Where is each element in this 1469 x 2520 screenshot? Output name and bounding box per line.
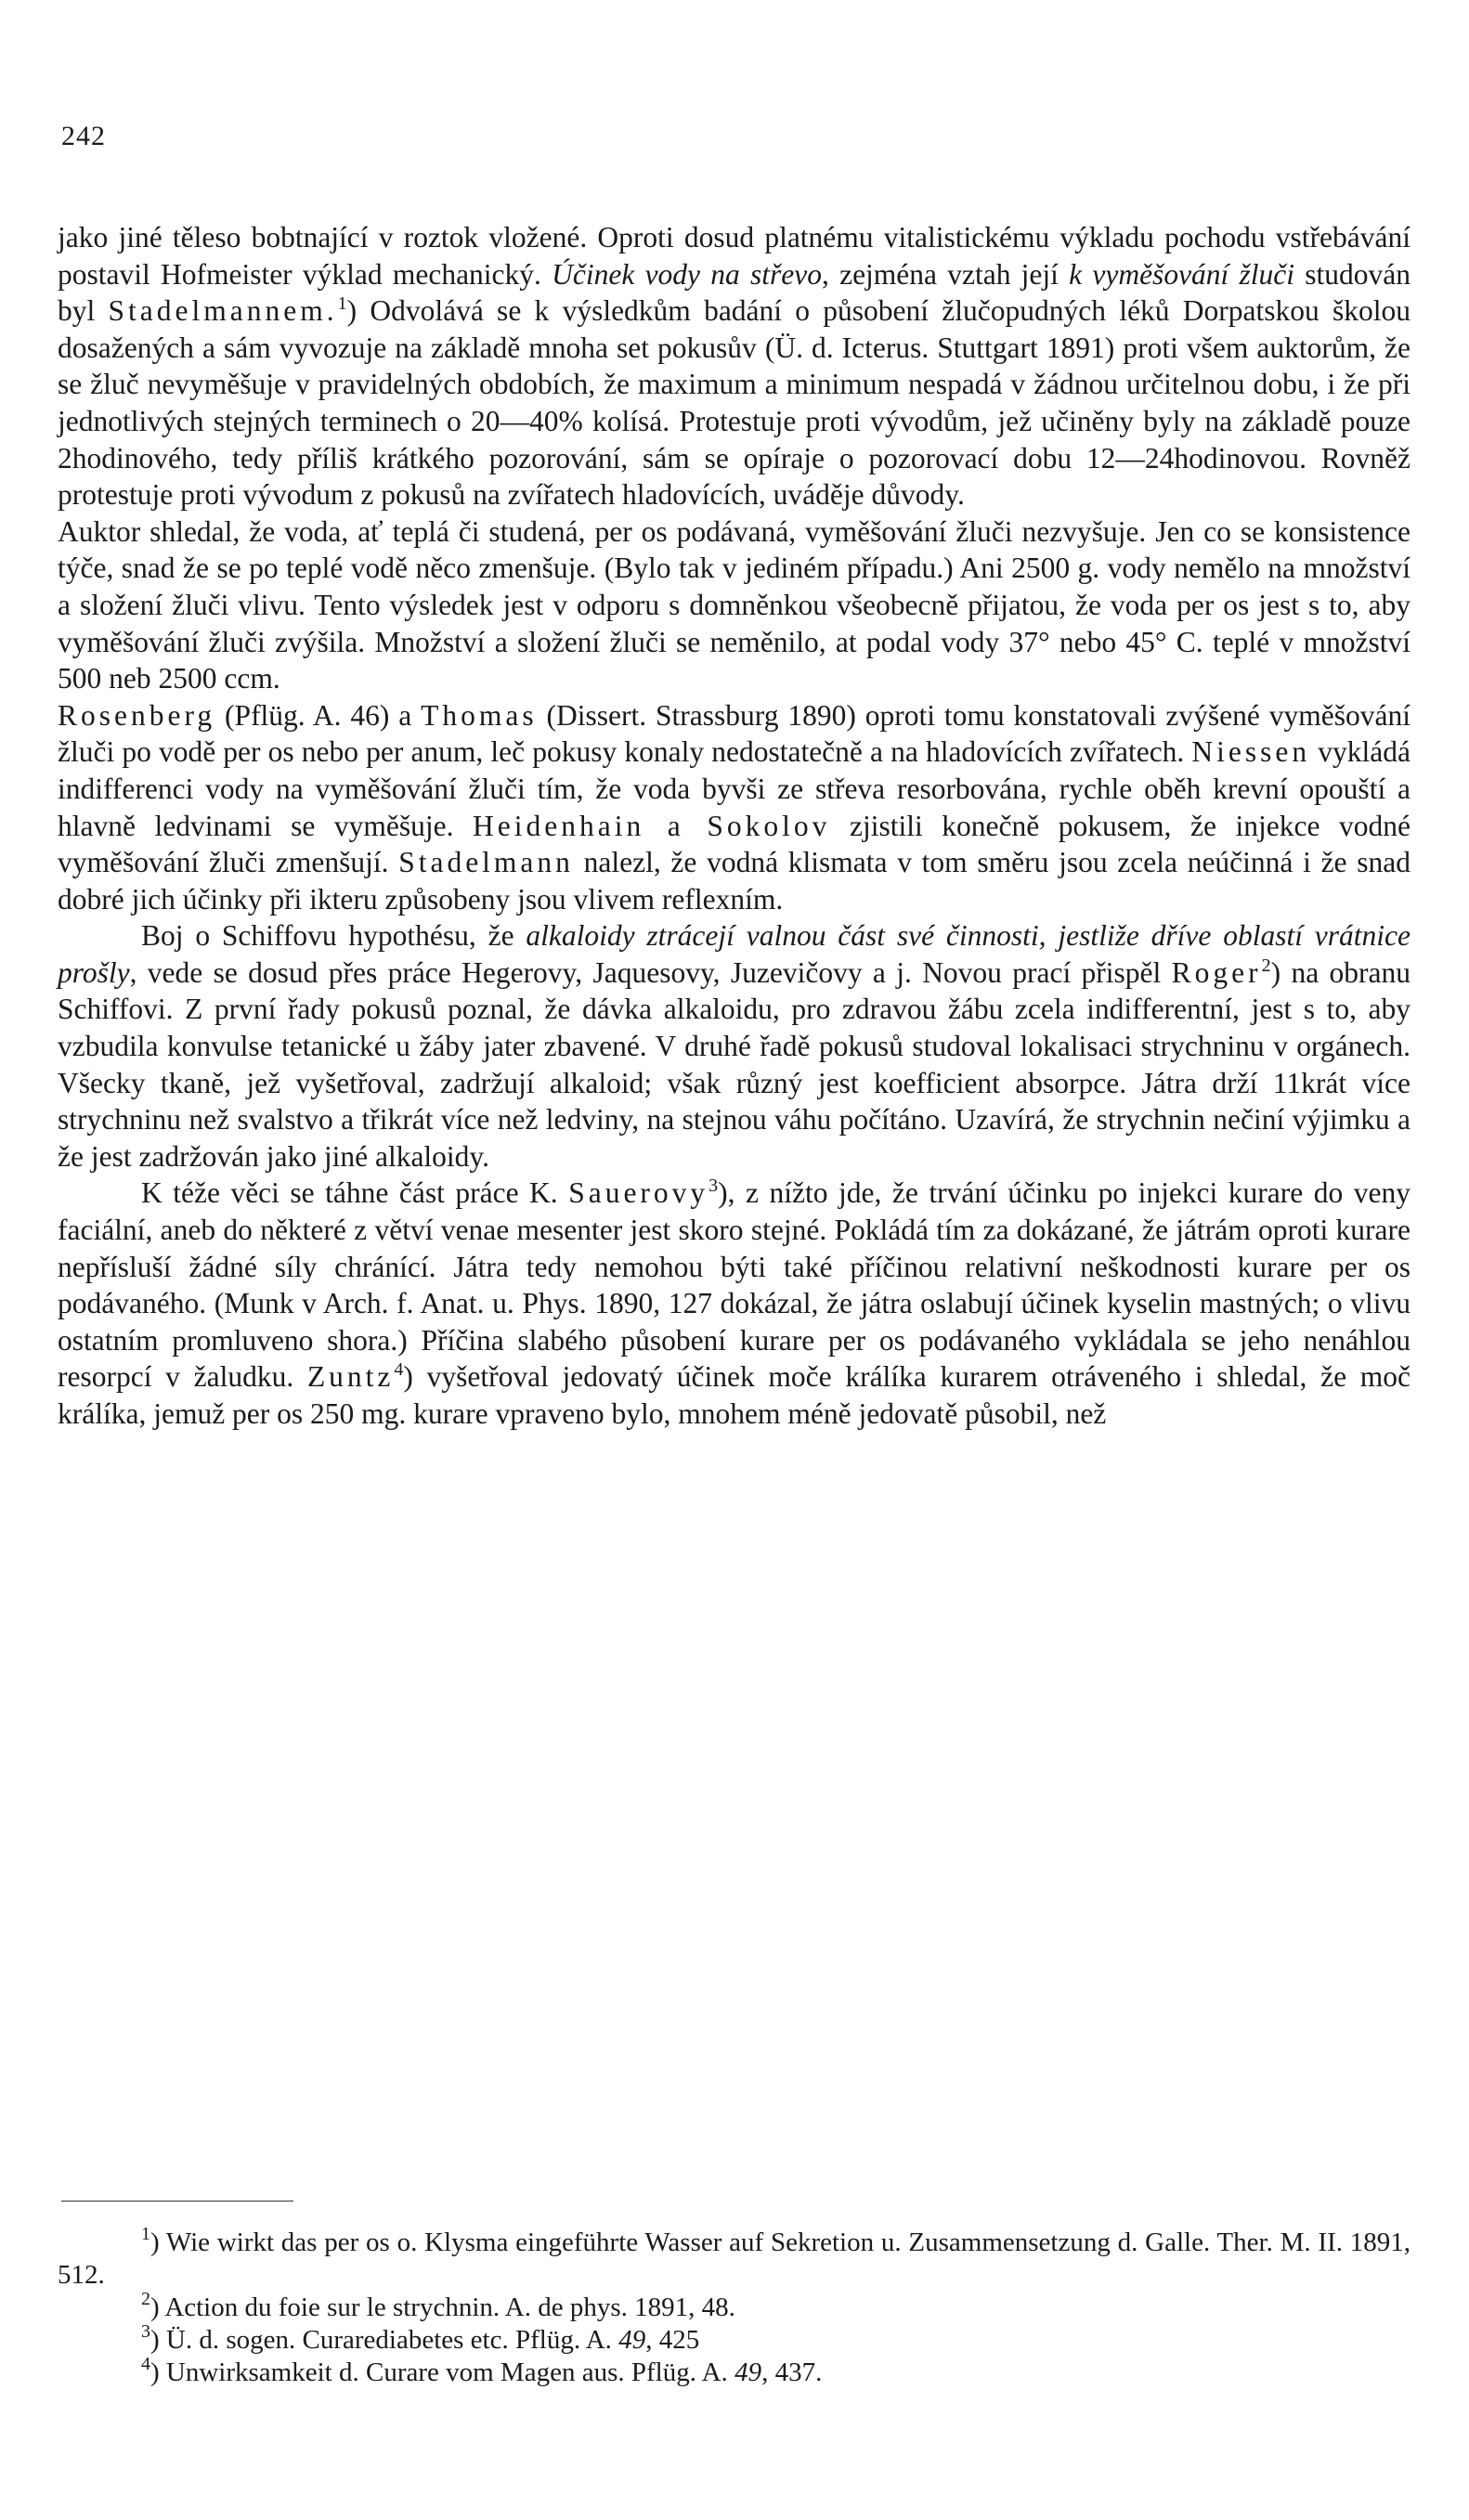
text-span: studován byl: [58, 257, 1410, 328]
text-span: Boj o Schiffovu hypothésu, že: [141, 919, 526, 953]
italic-span: Účinek vody na střevo: [552, 257, 822, 291]
paragraph: [58, 219, 1410, 513]
text-span: ), z nížto jde, že trvání účinku po injekci kurare do veny faciální, aneb do některé z větví venae mesenter jest skoro stejné. Pokládá tím za dokázané, že játrám oproti kurare nepřísluší žádné síly chránící. Játra tedy nemohou býti také příčinou relativní neškodnosti kurare per os podávaného. (Munk v Arch. f. Anat. u. Phys. 1890, 127 dokázal, že játra oslabují účinek kyselin mastných; o vlivu ostatním promluveno shora.) Příčina slabého působení kurare per os podávaného vykládala se jeho nenáhlou resorpcí v žaludku.: [58, 1176, 1410, 1394]
footnote-mark: 2: [141, 2289, 150, 2309]
text-span: , 437.: [761, 2358, 823, 2387]
text-span: Wie wirkt das per os o. Klysma eingeführte Wasser auf Sekretion u. Zusammensetzung d. Galle. Ther. M. II. 1891, 512.: [58, 2228, 1410, 2290]
author-name: Niessen: [1191, 735, 1311, 769]
footnote-mark: 3: [141, 2321, 150, 2342]
text-span: (Pflüg. A. 46) a: [215, 698, 422, 732]
body-text: [58, 219, 1410, 1433]
text-span: (Dissert. Strassburg 1890) oproti tomu konstatovali zvýšené vyměšování žluči po vodě per os nebo per anum, leč pokusy konaly nedostatečně a na hladovících zvířatech.: [58, 698, 1410, 769]
footnote-divider: [61, 2201, 293, 2202]
text-span: Ü. d. sogen. Curarediabetes etc. Pflüg. A.: [165, 2325, 619, 2355]
author-name: Zuntz: [306, 1360, 395, 1394]
author-name: Stadelmannem.: [108, 294, 338, 328]
footnote-ref: 3: [708, 1176, 719, 1197]
footnote: [58, 2224, 1410, 2292]
author-name: Heidenhain a Sokolov: [473, 809, 831, 842]
footnote-paren: ): [150, 2325, 166, 2355]
footnote: [58, 2321, 1410, 2357]
footnote-paren: ): [150, 2358, 166, 2387]
author-name: Thomas: [421, 698, 538, 732]
paragraph: [58, 513, 1410, 697]
text-span: jako jiné těleso bobtnající v roztok vložené. Oproti dosud platnému vitalistickému výkladu pochodu vstřebávání postavil Hofmeister výklad mechanický.: [58, 221, 1410, 291]
text-span: zjistili konečně pokusem, že injekce vodné vyměšování žluči zmenšují.: [58, 809, 1410, 879]
footnote-ref: 4: [394, 1359, 404, 1381]
text-span: ) vyšetřoval jedovatý účinek moče králíka kurarem otráveného i shledal, že moč králíka, jemuž per os 250 mg. kurare vpraveno bylo, mnohem méně jedovatě působil, než: [58, 1360, 1410, 1430]
text-span: ) Odvolává se k výsledkům badání o působení žlučopudných léků Dorpatskou školou dosažených a sám vyvozuje na základě mnoha set pokusův (Ü. d. Icterus. Stuttgart 1891) proti všem auktorům, že se žluč nevyměšuje v pravidelných obdobích, že maximum a minimum nespadá v žádnou určitelnou dobu, i že při jednotlivých stejných terminech o 20—40% kolísá. Protestuje proti vývodům, jež učiněny byly na základě pouze 2hodinového, tedy příliš krátkého pozorování, sám se opíraje o pozorovací dobu 12—24hodinovou. Rovněž protestuje proti vývodum z pokusů na zvířatech hladovících, uváděje důvody.: [58, 294, 1410, 512]
italic-span: k vyměšování žluči: [1069, 257, 1295, 291]
text-span: nalezl, že vodná klismata v tom směru jsou zcela neúčinná i že snad dobré jich účinky při ikteru způsobeny jsou vlivem reflexním.: [58, 846, 1410, 916]
footnotes: [58, 2224, 1410, 2389]
text-span: , vede se dosud přes práce Hegerovy, Jaquesovy, Juzevičovy a j. Novou prací přispěl: [129, 955, 1172, 989]
footnote-paren: ): [150, 2228, 166, 2257]
footnote-ref: 2: [1261, 955, 1271, 976]
paragraph: [58, 697, 1410, 918]
author-name: Stadelmann: [398, 846, 574, 879]
italic-span: 49: [618, 2325, 646, 2355]
italic-span: alkaloidy ztrácejí valnou část své činnosti, jestliže dříve oblastí vrátnice prošly: [58, 919, 1410, 989]
footnote-mark: 1: [141, 2224, 150, 2244]
text-span: vykládá indifferenci vody na vyměšování žluči tím, že voda byvši ze střeva resorbována, rychle oběh krevní opouští a hlavně ledvinami se vyměšuje.: [58, 735, 1410, 842]
paragraph: [58, 1175, 1410, 1432]
footnote-paren: ): [150, 2293, 165, 2322]
text-span: Auktor shledal, že voda, ať teplá či studená, per os podávaná, vyměšování žluči nezvyšuje. Jen co se konsistence týče, snad že se po teplé vodě něco zmenšuje. (Bylo tak v jediném případu.) Ani 2500 g. vody nemělo na množství a složení žluči vlivu. Tento výsledek jest v odporu s domněnkou všeobecně přijatou, že voda per os jest s to, aby vyměšování žluči zvýšila. Množství a složení žluči se neměnilo, at podal vody 37° nebo 45° C. teplé v množství 500 neb 2500 ccm.: [58, 514, 1410, 695]
text-span: , zejména vztah její: [821, 257, 1070, 291]
author-name: Roger: [1171, 955, 1262, 989]
paragraph: [58, 917, 1410, 1175]
page-number: 242: [61, 121, 106, 151]
text-span: Unwirksamkeit d. Curare vom Magen aus. Pflüg. A.: [165, 2358, 735, 2387]
text-span: , 425: [645, 2325, 700, 2355]
italic-span: 49: [734, 2358, 762, 2387]
footnote-ref: 1: [337, 293, 347, 315]
text-span: Action du foie sur le strychnin. A. de phys. 1891, 48.: [164, 2293, 735, 2322]
text-span: ) na obranu Schiffovi. Z první řady pokusů poznal, že dávka alkaloidu, pro zdravou žábu zcela indifferentní, jest s to, aby vzbudila konvulse tetanické u žáby jater zbavené. V druhé řadě pokusů studoval lokalisaci strychninu v orgánech. Všecky tkaně, jež vyšetřoval, zadržují alkaloid; však různý jest koefficient absorpce. Játra drží 11krát více strychninu než svalstvo a třikrát více než ledviny, na stejnou váhu počítáno. Uzavírá, že strychnin nečiní výjimku a že jest zadržován jako jiné alkaloidy.: [58, 955, 1410, 1173]
footnote-mark: 4: [141, 2354, 150, 2374]
text-span: K téže věci se táhne část práce K.: [141, 1176, 569, 1210]
footnote: [58, 2354, 1410, 2389]
author-name: Rosenberg: [58, 698, 216, 732]
author-name: Sauerovy: [568, 1176, 709, 1210]
footnote: [58, 2289, 1410, 2324]
